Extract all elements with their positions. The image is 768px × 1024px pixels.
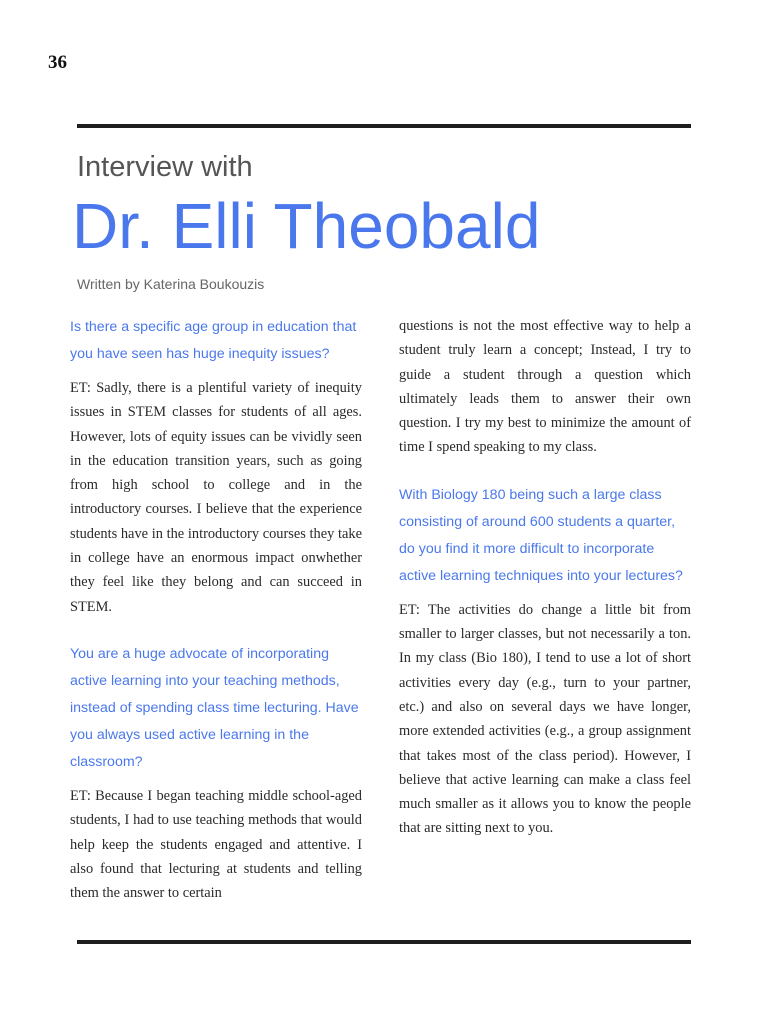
article-byline: Written by Katerina Boukouzis xyxy=(77,276,265,292)
answer-1: ET: Sadly, there is a plentiful variety of inequity issues in STEM classes for students of all ages. However, lots of equity issues can be vividly seen in the education transition years, such as going from high school to college and in the introductory courses. I believe that the experience students have in the introductory courses they take in college have an enormous impact onwhether they feel like they belong and can succeed in STEM. xyxy=(70,380,362,615)
question-3: With Biology 180 being such a large class consisting of around 600 students a quarter, do you find it more difficult to incorporate active learning techniques into your lectures? xyxy=(399,486,683,584)
article-kicker: Interview with xyxy=(77,151,253,183)
article-title: Dr. Elli Theobald xyxy=(72,190,541,262)
left-column xyxy=(70,314,362,905)
question-2: You are a huge advocate of incorporating active learning into your teaching methods, instead of spending class time lecturing. Have you always used active learning in the classroom? xyxy=(70,645,359,770)
top-divider xyxy=(77,124,691,128)
answer-2-end: questions is not the most effective way to help a student truly learn a concept; Instead, I try to guide a student through a question which ultimately leads them to answer their own question. I try my best to minimize the amount of time I spend speaking to my class. xyxy=(399,318,691,456)
bottom-divider xyxy=(77,940,691,944)
answer-2-start: ET: Because I began teaching middle school-aged students, I had to use teaching methods that would help keep the students engaged and attentive. I also found that lecturing at students and telling them the answer to certain xyxy=(70,787,362,902)
page-number: 36 xyxy=(48,52,67,73)
right-column xyxy=(399,314,691,841)
answer-3: ET: The activities do change a little bit from smaller to larger classes, but not necessarily a ton. In my class (Bio 180), I tend to use a lot of short activities every day (e.g., turn to your partner, etc.) and also on several days we have longer, more extended activities (e.g., a group assignment that takes most of the class period). However, I believe that active learning can make a class feel much smaller as it allows you to know the people that are sitting next to you. xyxy=(399,601,691,837)
question-1: Is there a specific age group in education that you have seen has huge inequity issues? xyxy=(70,319,357,362)
